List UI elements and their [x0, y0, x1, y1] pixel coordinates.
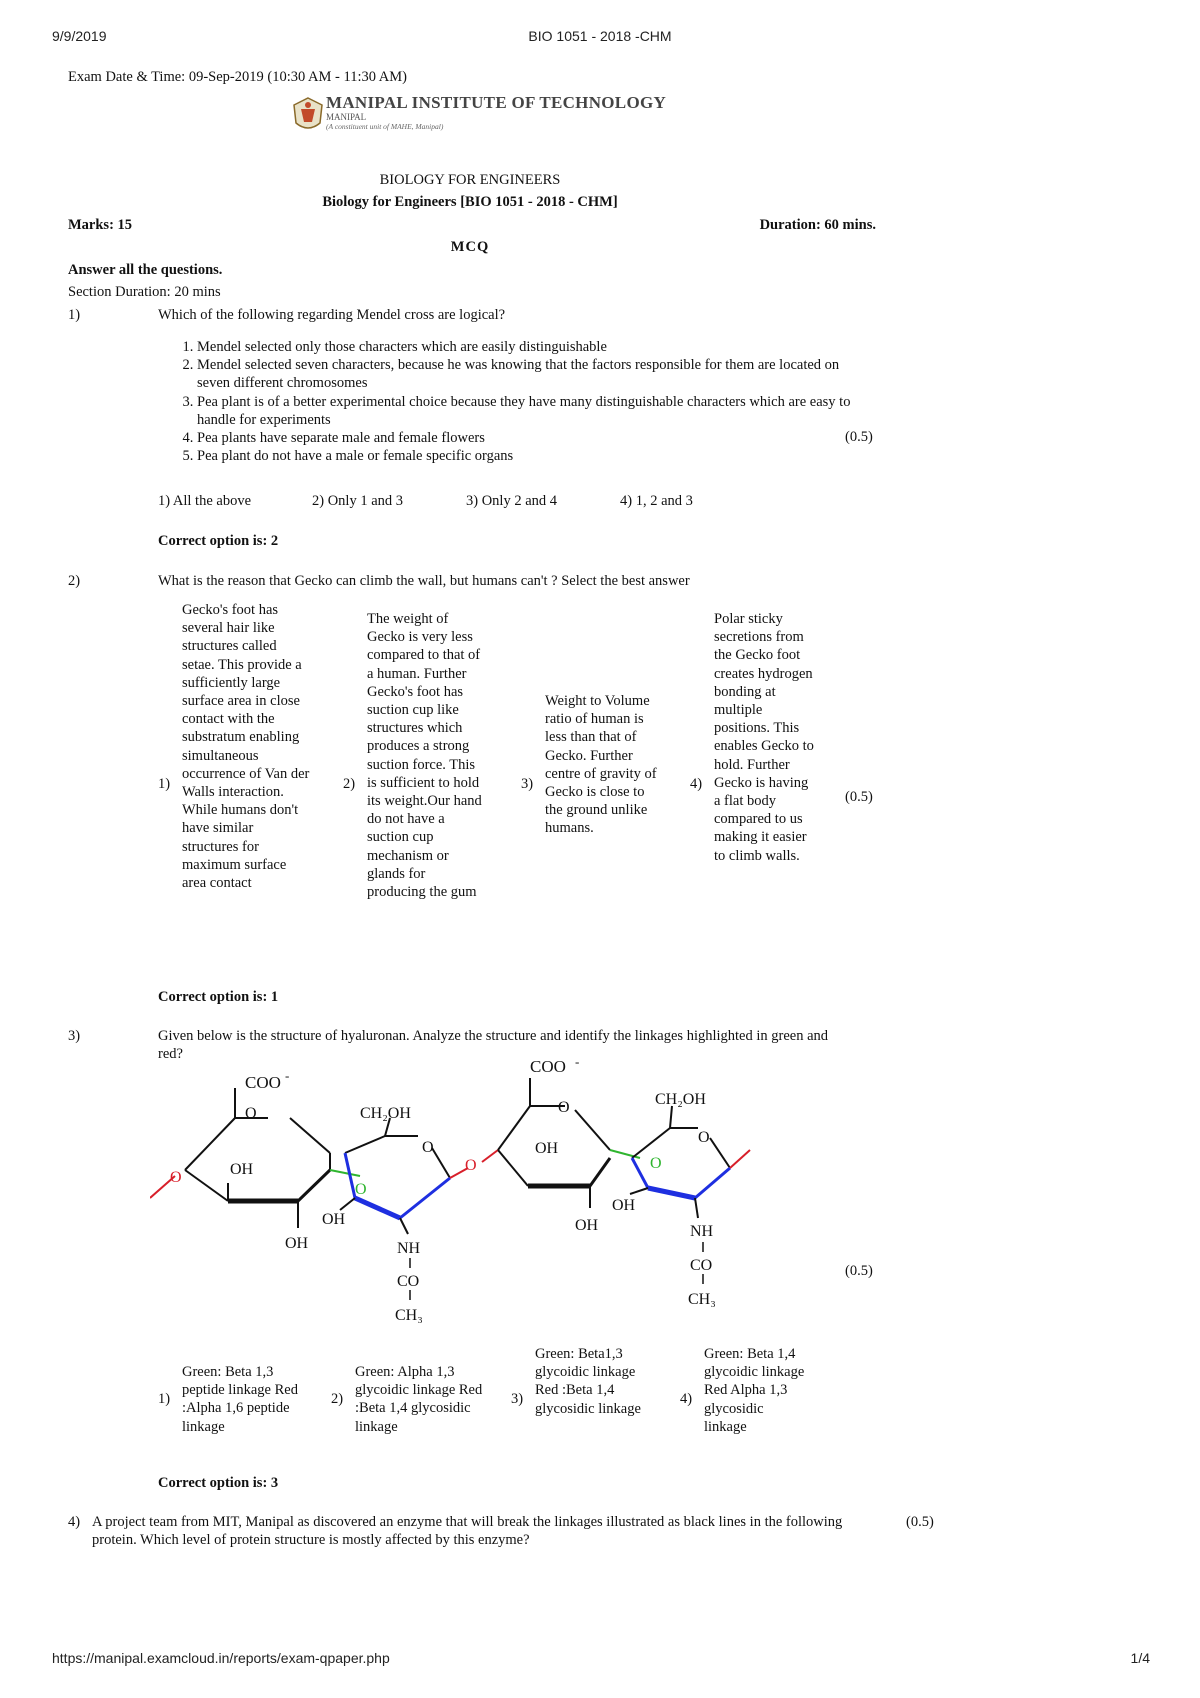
- methyl-label: CH₃: [395, 1307, 423, 1324]
- print-url: https://manipal.examcloud.in/reports/exam-qpaper.php: [52, 1650, 390, 1666]
- linkage-oxygen: O: [465, 1157, 477, 1174]
- statement: 2. Mendel selected seven characters, because he was knowing that the factors responsible for them are located on seven different chromosomes: [197, 356, 857, 392]
- question-text: Given below is the structure of hyaluronan. Analyze the structure and identify the linkages highlighted in green and red?: [158, 1028, 829, 1062]
- option-4: Polar sticky secretions from the Gecko foot creates hydrogen bonding at multiple positions. This enables Gecko to hold. Further Gecko is having a flat body compared to us making it easier to climb walls.: [714, 611, 814, 864]
- instruction: Answer all the questions.: [68, 262, 223, 278]
- institute-tagline: (A constituent unit of MAHE, Manipal): [326, 122, 444, 131]
- course-name: BIOLOGY FOR ENGINEERS: [379, 172, 561, 188]
- crest-icon: [288, 95, 328, 135]
- hydroxyl-label: OH: [285, 1235, 309, 1252]
- option-number: 2): [343, 776, 356, 792]
- statement: 5. Pea plant do not have a male or female specific organs: [197, 447, 857, 465]
- question-marks: (0.5): [845, 1263, 873, 1279]
- correct-answer: Correct option is: 1: [158, 989, 279, 1005]
- option-4: Green: Beta 1,4 glycoidic linkage Red Alpha 1,3 glycosidic linkage: [704, 1346, 805, 1435]
- hydroxymethyl-label: CH₂OH: [655, 1091, 706, 1108]
- exam-datetime: Exam Date & Time: 09-Sep-2019 (10:30 AM - 11:30 AM): [68, 69, 407, 85]
- question-text: A project team from MIT, Manipal as discovered an enzyme that will break the linkages illustrated as black lines in the following protein. Which level of protein structure is mostly affected by this enzyme?: [92, 1514, 843, 1548]
- question-text: What is the reason that Gecko can climb the wall, but humans can't ? Select the best answer: [158, 573, 690, 589]
- question-number: 2): [68, 573, 81, 589]
- linkage-oxygen: O: [170, 1169, 182, 1186]
- option-number: 4): [680, 1391, 693, 1407]
- option-number: 1): [158, 1391, 171, 1407]
- statement: 4. Pea plants have separate male and female flowers: [197, 429, 857, 447]
- statement: 3. Pea plant is of a better experimental choice because they have many distinguishable characters which are easy to handle for experiments: [197, 393, 857, 429]
- amine-label: NH: [690, 1223, 714, 1240]
- option-3: 3) Only 2 and 4: [466, 493, 558, 509]
- option-number: 3): [511, 1391, 524, 1407]
- carboxylate-label: COO: [530, 1058, 566, 1076]
- option-1: 1) All the above: [158, 493, 252, 509]
- option-4: 4) 1, 2 and 3: [620, 493, 693, 509]
- glcnac-ring-2: [630, 1106, 730, 1218]
- correct-answer: Correct option is: 3: [158, 1475, 279, 1491]
- hydroxyl-label: OH: [612, 1197, 636, 1214]
- duration-label: Duration: 60 mins.: [759, 217, 876, 233]
- option-number: 2): [331, 1391, 344, 1407]
- hydroxymethyl-label: CH₂OH: [360, 1105, 411, 1122]
- statement-list: [175, 338, 857, 465]
- hydroxyl-label: OH: [230, 1161, 254, 1178]
- marks-label: Marks: 15: [68, 217, 133, 233]
- methyl-label: CH₃: [688, 1291, 716, 1308]
- red-linkage-right: [730, 1150, 750, 1168]
- question-marks: (0.5): [845, 429, 873, 445]
- question-text: Which of the following regarding Mendel cross are logical?: [158, 307, 506, 323]
- paper-title: Biology for Engineers [BIO 1051 - 2018 - CHM]: [322, 194, 618, 210]
- hydroxyl-label: OH: [535, 1140, 559, 1157]
- glucuronate-ring-1: [185, 1088, 330, 1228]
- question-marks: (0.5): [845, 789, 873, 805]
- institute-logo: [288, 93, 668, 137]
- correct-answer: Correct option is: 2: [158, 533, 279, 549]
- print-title: BIO 1051 - 2018 -CHM: [528, 28, 672, 44]
- section-duration: Section Duration: 20 mins: [68, 284, 221, 300]
- option-2: Green: Alpha 1,3 glycoidic linkage Red :Beta 1,4 glycosidic linkage: [355, 1364, 483, 1435]
- option-3: Green: Beta1,3 glycoidic linkage Red :Beta 1,4 glycosidic linkage: [535, 1346, 641, 1417]
- question-number: 3): [68, 1028, 81, 1044]
- ring-oxygen: O: [245, 1105, 257, 1122]
- amine-label: NH: [397, 1240, 421, 1257]
- charge-label: -: [285, 1068, 290, 1083]
- carboxylate-label: COO: [245, 1073, 281, 1092]
- green-linkage-1: [330, 1170, 360, 1176]
- charge-label: -: [575, 1058, 580, 1069]
- option-1: Green: Beta 1,3 peptide linkage Red :Alpha 1,6 peptide linkage: [182, 1364, 298, 1435]
- section-title: MCQ: [450, 239, 490, 255]
- linkage-oxygen: O: [650, 1155, 662, 1172]
- ring-oxygen: O: [558, 1099, 570, 1116]
- print-date: 9/9/2019: [52, 28, 107, 44]
- statement: 1. Mendel selected only those characters which are easily distinguishable: [197, 338, 857, 356]
- option-3: Weight to Volume ratio of human is less than that of Gecko. Further centre of gravity of Gecko is close to the ground unlike humans.: [545, 693, 657, 837]
- carbonyl-label: CO: [690, 1257, 713, 1274]
- option-2: The weight of Gecko is very less compared to that of a human. Further Gecko's foot has suction cup like structures which produces a strong suction force. This is sufficient to hold its weight.Our hand do not have a suction cup mechanism or glands for producing the gum: [367, 611, 482, 901]
- linkage-oxygen: O: [355, 1181, 367, 1198]
- option-number: 4): [690, 776, 703, 792]
- carbonyl-label: CO: [397, 1273, 420, 1290]
- question-number: 4): [68, 1514, 81, 1530]
- option-1: Gecko's foot has several hair like structures called setae. This provide a sufficiently large surface area in close contact with the substratum enabling simultaneous occurrence of Van der Walls interaction. While humans don't have similar structures for maximum surface area contact: [182, 602, 310, 892]
- hydroxyl-label: OH: [322, 1211, 346, 1228]
- hydroxyl-label: OH: [575, 1217, 599, 1234]
- hyaluronan-structure-diagram: [150, 1058, 820, 1328]
- print-page-number: 1/4: [1130, 1650, 1150, 1666]
- ring-oxygen: O: [698, 1129, 710, 1146]
- option-number: 1): [158, 776, 171, 792]
- option-number: 3): [521, 776, 534, 792]
- institute-sub: MANIPAL: [326, 112, 367, 122]
- question-number: 1): [68, 307, 81, 323]
- institute-name: MANIPAL INSTITUTE OF TECHNOLOGY: [326, 93, 667, 112]
- ring-oxygen: O: [422, 1139, 434, 1156]
- question-marks: (0.5): [906, 1514, 934, 1530]
- option-2: 2) Only 1 and 3: [312, 493, 404, 509]
